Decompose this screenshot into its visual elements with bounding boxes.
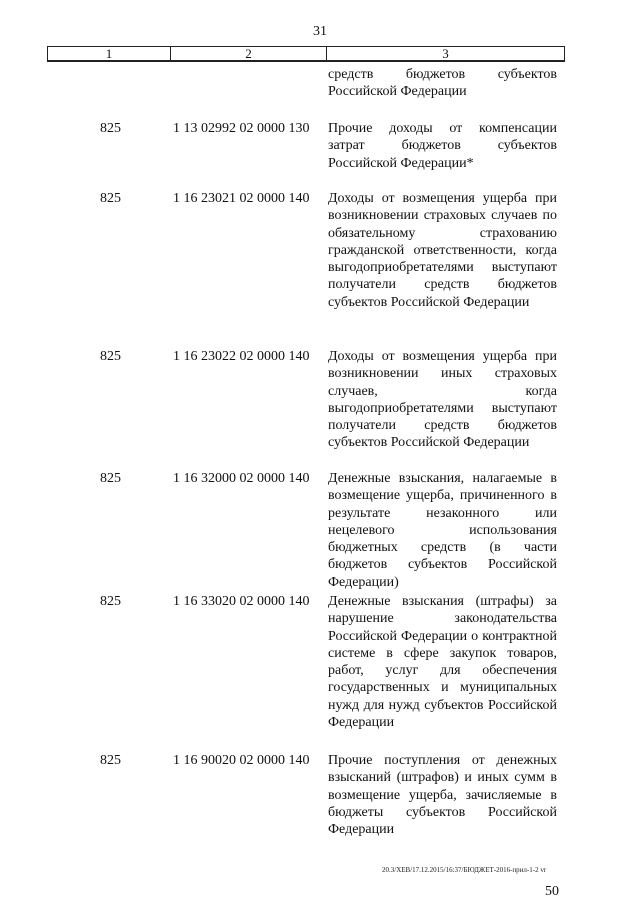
admin-code: 825 bbox=[100, 753, 121, 768]
header-col-3: 3 bbox=[442, 46, 449, 61]
footer-page-number: 50 bbox=[545, 884, 559, 899]
admin-code: 825 bbox=[100, 191, 121, 206]
budget-code: 1 16 90020 02 0000 140 bbox=[173, 753, 310, 768]
footer-document-code: 20.3/ХЕВ/17.12.2015/16:37/БЮДЖЕТ-2016-прил-1-2 vr bbox=[382, 866, 547, 874]
budget-code: 1 16 23022 02 0000 140 bbox=[173, 349, 310, 364]
page-number: 31 bbox=[313, 24, 327, 39]
revenue-description: Прочие поступления от денежных взысканий (штрафов) и иных сумм в возмещение ущерба, зачисляемые в бюджеты субъектов Российской Федерации bbox=[328, 753, 557, 838]
budget-code: 1 16 33020 02 0000 140 bbox=[173, 594, 310, 609]
revenue-description: Доходы от возмещения ущерба при возникновении иных страховых случаев, когда выгодоприобретателями выступают получатели средств бюджетов субъектов Российской Федерации bbox=[328, 349, 557, 451]
admin-code: 825 bbox=[100, 349, 121, 364]
continuation-text: средств бюджетов субъектов Российской Федерации bbox=[328, 67, 557, 100]
table-header bbox=[47, 46, 565, 62]
revenue-description: Денежные взыскания, налагаемые в возмещение ущерба, причиненного в результате незаконного или нецелевого использования бюджетных средств (в части бюджетов субъектов Российской Федерации) bbox=[328, 471, 557, 590]
budget-code: 1 16 32000 02 0000 140 bbox=[173, 471, 310, 486]
header-col-1: 1 bbox=[48, 47, 171, 60]
revenue-description: Прочие доходы от компенсации затрат бюджетов субъектов Российской Федерации* bbox=[328, 121, 557, 171]
admin-code: 825 bbox=[100, 471, 121, 486]
budget-code: 1 16 23021 02 0000 140 bbox=[173, 191, 310, 206]
revenue-description: Денежные взыскания (штрафы) за нарушение законодательства Российской Федерации о контрактной системе в сфере закупок товаров, работ, услуг для обеспечения государственных и муниципальных нужд для нужд субъектов Российской Федерации bbox=[328, 594, 557, 731]
budget-code: 1 13 02992 02 0000 130 bbox=[173, 121, 310, 136]
admin-code: 825 bbox=[100, 121, 121, 136]
admin-code: 825 bbox=[100, 594, 121, 609]
revenue-description: Доходы от возмещения ущерба при возникновении страховых случаев по обязательному страхованию гражданской ответственности, когда выгодоприобретателями выступают получатели средств бюджетов субъектов Российской Федерации bbox=[328, 191, 557, 310]
header-col-2: 2 bbox=[171, 47, 327, 60]
